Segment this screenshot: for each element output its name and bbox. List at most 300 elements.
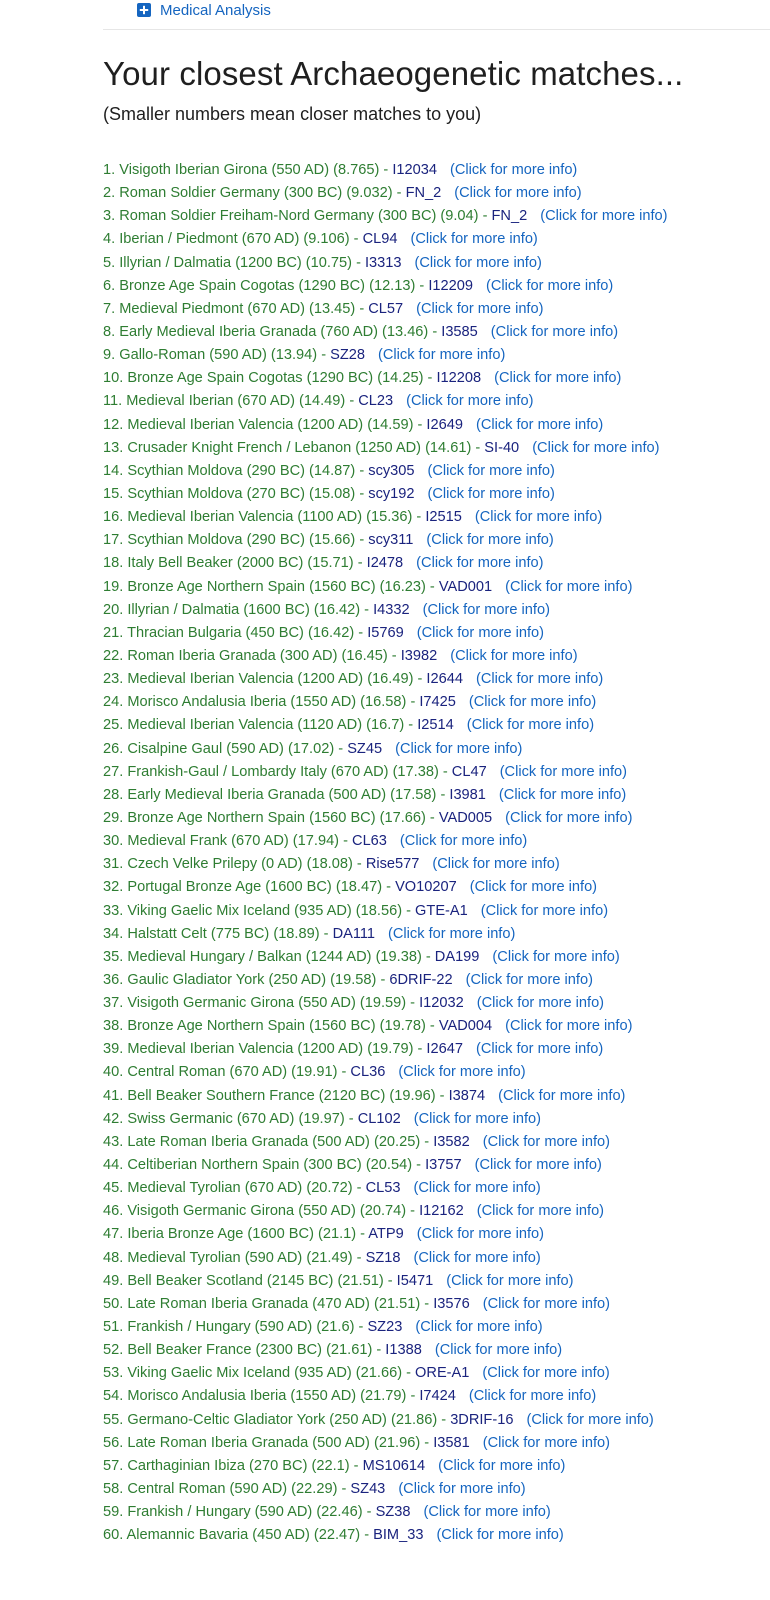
match-row [103, 784, 668, 807]
match-sample-code: SZ43 [350, 1481, 386, 1498]
more-info-link[interactable]: (Click for more info) [498, 1087, 626, 1104]
page-title: Your closest Archaeogenetic matches... [103, 55, 684, 92]
match-sample-code: I12209 [428, 277, 473, 294]
match-separator: - [412, 1157, 426, 1174]
match-description: 10. Bronze Age Spain Cogotas (1290 BC) (14.25) [103, 370, 424, 387]
more-info-link[interactable]: (Click for more info) [480, 902, 609, 919]
match-sample-code: CL47 [451, 763, 487, 780]
match-sample-code: DA199 [434, 948, 480, 965]
more-info-link[interactable]: (Click for more info) [378, 347, 506, 364]
more-info-link[interactable]: (Click for more info) [482, 1365, 610, 1382]
more-info-link[interactable]: (Click for more info) [482, 1434, 611, 1451]
more-info-link[interactable]: (Click for more info) [446, 1272, 574, 1289]
match-description: 27. Frankish-Gaul / Lombardy Italy (670 AD) (17.38) [103, 763, 439, 780]
match-description: 7. Medieval Piedmont (670 AD) (13.45) [103, 300, 356, 317]
match-sample-code: I2644 [426, 671, 463, 688]
match-separator: - [352, 1180, 366, 1197]
match-description: 42. Swiss Germanic (670 AD) (19.97) [103, 1110, 345, 1127]
match-list [103, 159, 668, 1547]
match-row [103, 1362, 668, 1385]
more-info-link[interactable]: (Click for more info) [388, 925, 516, 942]
match-separator: - [404, 717, 418, 734]
match-sample-code: GTE-A1 [415, 902, 468, 919]
more-info-link[interactable]: (Click for more info) [468, 694, 597, 711]
match-sample-code: I12208 [436, 370, 482, 387]
match-row [103, 714, 668, 737]
match-row [103, 1177, 668, 1200]
medical-analysis-link[interactable] [137, 1, 271, 21]
match-separator: - [425, 578, 439, 595]
match-description: 39. Medieval Iberian Valencia (1200 AD) (19.79) [103, 1041, 414, 1058]
match-row [103, 1501, 668, 1524]
match-separator: - [352, 1249, 366, 1266]
more-info-link[interactable]: (Click for more info) [416, 555, 544, 572]
more-info-link[interactable]: (Click for more info) [475, 416, 604, 433]
match-description: 30. Medieval Frank (670 AD) (17.94) [103, 833, 340, 850]
match-sample-code: I3581 [433, 1434, 470, 1451]
match-description: 20. Illyrian / Dalmatia (1600 BC) (16.42) [103, 601, 361, 618]
match-row [103, 367, 668, 390]
match-description: 1. Visigoth Iberian Girona (550 AD) (8.765) [103, 162, 380, 178]
more-info-link[interactable]: (Click for more info) [398, 1481, 526, 1498]
match-sample-code: CL36 [350, 1064, 386, 1081]
match-sample-code: CL53 [365, 1180, 401, 1197]
more-info-link[interactable]: (Click for more info) [434, 1342, 563, 1359]
more-info-link[interactable]: (Click for more info) [474, 509, 603, 526]
match-sample-code: CL63 [352, 833, 387, 850]
match-row [103, 830, 668, 853]
match-separator: - [372, 1342, 386, 1359]
match-separator: - [406, 1388, 420, 1405]
match-separator: - [337, 1064, 351, 1081]
match-row [103, 275, 668, 298]
more-info-link[interactable]: (Click for more info) [465, 971, 593, 988]
match-row [103, 1038, 668, 1061]
more-info-link[interactable]: (Click for more info) [398, 1064, 526, 1081]
match-row [103, 923, 668, 946]
match-separator: - [356, 1226, 369, 1243]
more-info-link[interactable]: (Click for more info) [532, 439, 660, 456]
match-sample-code: scy305 [368, 462, 415, 479]
match-separator: - [413, 416, 427, 433]
more-info-link[interactable]: (Click for more info) [413, 1110, 542, 1127]
match-row [103, 576, 668, 599]
match-description: 57. Carthaginian Ibiza (270 BC) (22.1) [103, 1457, 350, 1474]
more-info-link[interactable]: (Click for more info) [485, 277, 614, 294]
more-info-link[interactable]: (Click for more info) [432, 856, 560, 873]
more-info-link[interactable]: (Click for more info) [494, 370, 622, 387]
more-info-link[interactable]: (Click for more info) [482, 1295, 611, 1312]
match-description: 4. Iberian / Piedmont (670 AD) (9.106) [103, 231, 350, 248]
match-separator: - [317, 347, 331, 364]
match-description: 8. Early Medieval Iberia Granada (760 AD) (13.46) [103, 323, 429, 340]
match-row [103, 252, 668, 275]
match-description: 53. Viking Gaelic Mix Iceland (935 AD) (21.66) [103, 1365, 403, 1382]
match-sample-code: MS10614 [362, 1457, 426, 1474]
match-row [103, 1247, 668, 1270]
more-info-link[interactable]: (Click for more info) [395, 740, 523, 757]
match-description: 31. Czech Velke Prilepy (0 AD) (18.08) [103, 856, 353, 873]
match-row [103, 506, 668, 529]
match-separator: - [423, 370, 437, 387]
more-info-link[interactable]: (Click for more info) [490, 323, 619, 340]
match-description: 43. Late Roman Iberia Granada (500 AD) (20.25) [103, 1133, 421, 1150]
match-separator: - [352, 254, 365, 271]
match-sample-code: I2515 [425, 509, 462, 526]
page-subtitle: (Smaller numbers mean closer matches to you) [103, 104, 482, 124]
match-row [103, 552, 668, 575]
match-sample-code: ORE-A1 [415, 1365, 470, 1382]
match-description: 11. Medieval Iberian (670 AD) (14.49) [103, 393, 346, 410]
match-separator: - [420, 1295, 434, 1312]
match-row [103, 1154, 668, 1177]
match-sample-code: 6DRIF-22 [389, 971, 453, 988]
match-row [103, 298, 668, 321]
match-description: 28. Early Medieval Iberia Granada (500 AD) (17.58) [103, 786, 437, 803]
match-separator: - [478, 208, 492, 225]
match-sample-code: I7425 [419, 694, 456, 711]
match-separator: - [354, 1319, 368, 1336]
match-description: 35. Medieval Hungary / Balkan (1244 AD) (19.38) [103, 948, 422, 965]
match-row [103, 645, 668, 668]
match-row [103, 622, 668, 645]
more-info-link[interactable]: (Click for more info) [416, 300, 544, 317]
match-sample-code: CL23 [358, 393, 394, 410]
match-row [103, 1015, 668, 1038]
match-row [103, 1085, 668, 1108]
match-sample-code: CL102 [357, 1110, 401, 1127]
match-sample-code: I3313 [365, 254, 402, 271]
more-info-link[interactable]: (Click for more info) [422, 601, 550, 618]
more-info-link[interactable]: (Click for more info) [450, 647, 578, 664]
match-row [103, 691, 668, 714]
medical-analysis-label: Medical Analysis [160, 2, 271, 19]
nav-divider [103, 29, 770, 30]
more-info-link[interactable]: (Click for more info) [414, 254, 542, 271]
more-info-link[interactable]: (Click for more info) [436, 1527, 564, 1544]
match-separator: - [344, 1110, 358, 1127]
match-sample-code: VAD005 [438, 809, 493, 826]
match-description: 15. Scythian Moldova (270 BC) (15.08) [103, 485, 356, 502]
match-sample-code: I5471 [396, 1272, 434, 1289]
match-separator: - [406, 995, 420, 1012]
more-info-link[interactable]: (Click for more info) [505, 578, 633, 595]
match-row [103, 992, 668, 1015]
match-sample-code: ATP9 [368, 1226, 404, 1243]
match-sample-code: SI-40 [484, 439, 520, 456]
match-sample-code: I1388 [385, 1342, 422, 1359]
match-description: 51. Frankish / Hungary (590 AD) (21.6) [103, 1319, 355, 1336]
match-row [103, 1478, 668, 1501]
plus-square-icon [137, 3, 151, 17]
match-sample-code: VO10207 [395, 879, 457, 896]
match-description: 29. Bronze Age Northern Spain (1560 BC) (17.66) [103, 809, 426, 826]
match-separator: - [360, 601, 374, 618]
match-sample-code: scy192 [368, 485, 415, 502]
match-description: 36. Gaulic Gladiator York (250 AD) (19.58) [103, 971, 377, 988]
more-info-link[interactable]: (Click for more info) [475, 671, 604, 688]
match-description: 12. Medieval Iberian Valencia (1200 AD) (14.59) [103, 416, 414, 433]
more-info-link[interactable]: (Click for more info) [410, 231, 538, 248]
match-sample-code: VAD004 [438, 1018, 493, 1035]
match-sample-code: I12034 [392, 162, 437, 178]
match-row [103, 1061, 668, 1084]
match-description: 22. Roman Iberia Granada (300 AD) (16.45) [103, 647, 388, 664]
match-description: 58. Central Roman (590 AD) (22.29) [103, 1481, 338, 1498]
more-info-link[interactable]: (Click for more info) [540, 208, 668, 225]
match-description: 16. Medieval Iberian Valencia (1100 AD) (15.36) [103, 509, 413, 526]
match-description: 54. Morisco Andalusia Iberia (1550 AD) (21.79) [103, 1388, 407, 1405]
match-description: 13. Crusader Knight French / Lebanon (1250 AD) (14.61) [103, 439, 472, 456]
match-separator: - [355, 532, 369, 549]
match-description: 40. Central Roman (670 AD) (19.91) [103, 1064, 338, 1081]
match-description: 55. Germano-Celtic Gladiator York (250 AD) (21.86) [103, 1411, 438, 1428]
match-sample-code: 3DRIF-16 [450, 1411, 514, 1428]
more-info-link[interactable]: (Click for more info) [476, 995, 605, 1012]
match-separator: - [360, 1527, 374, 1544]
more-info-link[interactable]: (Click for more info) [498, 786, 627, 803]
match-separator: - [438, 763, 452, 780]
match-row [103, 969, 668, 992]
match-sample-code: I4332 [373, 601, 410, 618]
match-description: 59. Frankish / Hungary (590 AD) (22.46) [103, 1504, 363, 1521]
match-row [103, 1339, 668, 1362]
match-separator: - [425, 1018, 439, 1035]
more-info-link[interactable]: (Click for more info) [427, 462, 555, 479]
match-separator: - [355, 300, 369, 317]
more-info-link[interactable]: (Click for more info) [492, 948, 620, 965]
match-description: 60. Alemannic Bavaria (450 AD) (22.47) [103, 1527, 361, 1544]
match-row [103, 1385, 668, 1408]
match-sample-code: SZ45 [347, 740, 383, 757]
match-separator: - [379, 162, 393, 178]
match-separator: - [471, 439, 485, 456]
match-description: 32. Portugal Bronze Age (1600 BC) (18.47) [103, 879, 383, 896]
match-description: 3. Roman Soldier Freiham-Nord Germany (300 BC) (9.04) [103, 208, 479, 225]
match-separator: - [421, 948, 435, 965]
match-row [103, 876, 668, 899]
match-separator: - [435, 1087, 449, 1104]
match-separator: - [406, 694, 420, 711]
match-separator: - [412, 509, 426, 526]
more-info-link[interactable]: (Click for more info) [415, 1319, 543, 1336]
match-sample-code: CL57 [368, 300, 404, 317]
match-description: 52. Bell Beaker France (2300 BC) (21.61) [103, 1342, 373, 1359]
match-sample-code: I3757 [425, 1157, 462, 1174]
match-description: 21. Thracian Bulgaria (450 BC) (16.42) [103, 624, 355, 641]
match-description: 26. Cisalpine Gaul (590 AD) (17.02) [103, 740, 335, 757]
match-separator: - [339, 833, 353, 850]
match-description: 47. Iberia Bronze Age (1600 BC) (21.1) [103, 1226, 357, 1243]
match-sample-code: I3582 [433, 1133, 470, 1150]
match-separator: - [413, 1041, 427, 1058]
match-row [103, 1409, 668, 1432]
match-sample-code: I3585 [441, 323, 478, 340]
match-row [103, 529, 668, 552]
match-row [103, 483, 668, 506]
match-separator: - [392, 185, 406, 202]
match-sample-code: I2647 [426, 1041, 463, 1058]
match-description: 14. Scythian Moldova (290 BC) (14.87) [103, 462, 356, 479]
more-info-link[interactable]: (Click for more info) [454, 185, 582, 202]
match-description: 49. Bell Beaker Scotland (2145 BC) (21.51) [103, 1272, 384, 1289]
match-separator: - [436, 786, 450, 803]
match-row [103, 946, 668, 969]
match-sample-code: VAD001 [438, 578, 493, 595]
match-row [103, 1270, 668, 1293]
match-row [103, 321, 668, 344]
more-info-link[interactable]: (Click for more info) [476, 1203, 605, 1220]
match-sample-code: I12162 [419, 1203, 464, 1220]
match-separator: - [428, 323, 442, 340]
match-separator: - [349, 1457, 363, 1474]
match-sample-code: SZ23 [367, 1319, 403, 1336]
match-description: 38. Bronze Age Northern Spain (1560 BC) (19.78) [103, 1018, 426, 1035]
more-info-link[interactable]: (Click for more info) [449, 162, 578, 178]
more-info-link[interactable]: (Click for more info) [416, 1226, 545, 1243]
match-separator: - [382, 879, 396, 896]
match-description: 6. Bronze Age Spain Cogotas (1290 BC) (12.13) [103, 277, 416, 294]
match-separator: - [334, 740, 348, 757]
match-sample-code: I2514 [417, 717, 454, 734]
match-description: 41. Bell Beaker Southern France (2120 BC) (19.96) [103, 1087, 436, 1104]
match-sample-code: I12032 [419, 995, 464, 1012]
match-sample-code: I3981 [449, 786, 486, 803]
more-info-link[interactable]: (Click for more info) [466, 717, 595, 734]
match-row [103, 738, 668, 761]
match-sample-code: FN_2 [405, 185, 442, 202]
match-sample-code: SZ28 [330, 347, 366, 364]
match-sample-code: DA111 [332, 925, 376, 942]
more-info-link[interactable]: (Click for more info) [505, 1018, 633, 1035]
more-info-link[interactable]: (Click for more info) [416, 624, 545, 641]
more-info-link[interactable]: (Click for more info) [469, 879, 598, 896]
match-description: 45. Medieval Tyrolian (670 AD) (20.72) [103, 1180, 353, 1197]
match-separator: - [420, 1133, 434, 1150]
more-info-link[interactable]: (Click for more info) [482, 1133, 611, 1150]
match-row [103, 1524, 668, 1547]
match-description: 25. Medieval Iberian Valencia (1120 AD) (16.7) [103, 717, 405, 734]
match-description: 48. Medieval Tyrolian (590 AD) (21.49) [103, 1249, 353, 1266]
match-sample-code: scy311 [368, 532, 414, 549]
match-row [103, 460, 668, 483]
match-separator: - [353, 555, 367, 572]
match-separator: - [425, 809, 439, 826]
match-row [103, 668, 668, 691]
match-row [103, 182, 668, 205]
match-separator: - [345, 393, 359, 410]
more-info-link[interactable]: (Click for more info) [426, 532, 554, 549]
match-row [103, 437, 668, 460]
match-separator: - [413, 671, 427, 688]
match-sample-code: CL94 [362, 231, 398, 248]
match-separator: - [387, 647, 401, 664]
more-info-link[interactable]: (Click for more info) [468, 1388, 597, 1405]
match-row [103, 390, 668, 413]
match-separator: - [355, 462, 369, 479]
match-row [103, 228, 668, 251]
match-description: 9. Gallo-Roman (590 AD) (13.94) [103, 347, 318, 364]
match-separator: - [362, 1504, 376, 1521]
match-row [103, 1131, 668, 1154]
match-sample-code: I3874 [448, 1087, 486, 1104]
match-sample-code: I3576 [433, 1295, 470, 1312]
match-separator: - [402, 1365, 416, 1382]
match-separator: - [383, 1272, 397, 1289]
match-row [103, 1108, 668, 1131]
match-description: 23. Medieval Iberian Valencia (1200 AD) (16.49) [103, 671, 414, 688]
match-sample-code: I2649 [426, 416, 463, 433]
more-info-link[interactable]: (Click for more info) [474, 1157, 602, 1174]
more-info-link[interactable]: (Click for more info) [399, 833, 528, 850]
match-row [103, 599, 668, 622]
match-row [103, 1455, 668, 1478]
match-row [103, 1223, 668, 1246]
match-description: 50. Late Roman Iberia Granada (470 AD) (21.51) [103, 1295, 421, 1312]
match-description: 56. Late Roman Iberia Granada (500 AD) (21.96) [103, 1434, 421, 1451]
more-info-link[interactable]: (Click for more info) [413, 1249, 541, 1266]
match-sample-code: BIM_33 [373, 1527, 424, 1544]
match-separator: - [437, 1411, 451, 1428]
more-info-link[interactable]: (Click for more info) [499, 763, 627, 780]
match-separator: - [406, 1203, 420, 1220]
more-info-link[interactable]: (Click for more info) [423, 1504, 551, 1521]
match-sample-code: Rise577 [365, 856, 420, 873]
match-row [103, 853, 668, 876]
match-description: 5. Illyrian / Dalmatia (1200 BC) (10.75) [103, 254, 353, 271]
more-info-link[interactable]: (Click for more info) [505, 809, 633, 826]
match-description: 33. Viking Gaelic Mix Iceland (935 AD) (18.56) [103, 902, 403, 919]
match-separator: - [354, 624, 368, 641]
match-sample-code: I2478 [366, 555, 404, 572]
match-row [103, 1293, 668, 1316]
match-row [103, 414, 668, 437]
match-row [103, 1200, 668, 1223]
match-separator: - [355, 485, 369, 502]
more-info-link[interactable]: (Click for more info) [406, 393, 534, 410]
match-separator: - [402, 902, 416, 919]
match-sample-code: I3982 [400, 647, 438, 664]
more-info-link[interactable]: (Click for more info) [438, 1457, 566, 1474]
match-description: 37. Visigoth Germanic Girona (550 AD) (19.59) [103, 995, 407, 1012]
match-separator: - [415, 277, 429, 294]
match-separator: - [420, 1434, 434, 1451]
match-description: 18. Italy Bell Beaker (2000 BC) (15.71) [103, 555, 354, 572]
match-description: 34. Halstatt Celt (775 BC) (18.89) [103, 925, 320, 942]
match-separator: - [349, 231, 363, 248]
more-info-link[interactable]: (Click for more info) [526, 1411, 654, 1428]
match-description: 46. Visigoth Germanic Girona (550 AD) (20.74) [103, 1203, 407, 1220]
match-row [103, 900, 668, 923]
match-separator: - [337, 1481, 351, 1498]
match-description: 17. Scythian Moldova (290 BC) (15.66) [103, 532, 356, 549]
match-separator: - [319, 925, 333, 942]
match-row [103, 1316, 668, 1339]
match-sample-code: SZ38 [375, 1504, 411, 1521]
match-sample-code: FN_2 [491, 208, 528, 225]
more-info-link[interactable]: (Click for more info) [427, 485, 555, 502]
match-sample-code: I5769 [367, 624, 404, 641]
match-row [103, 761, 668, 784]
match-row [103, 807, 668, 830]
more-info-link[interactable]: (Click for more info) [413, 1180, 541, 1197]
match-row [103, 1432, 668, 1455]
match-description: 44. Celtiberian Northern Spain (300 BC) (20.54) [103, 1157, 413, 1174]
more-info-link[interactable]: (Click for more info) [475, 1041, 604, 1058]
match-row [103, 344, 668, 367]
match-sample-code: I7424 [419, 1388, 456, 1405]
match-description: 2. Roman Soldier Germany (300 BC) (9.032) [103, 185, 393, 202]
